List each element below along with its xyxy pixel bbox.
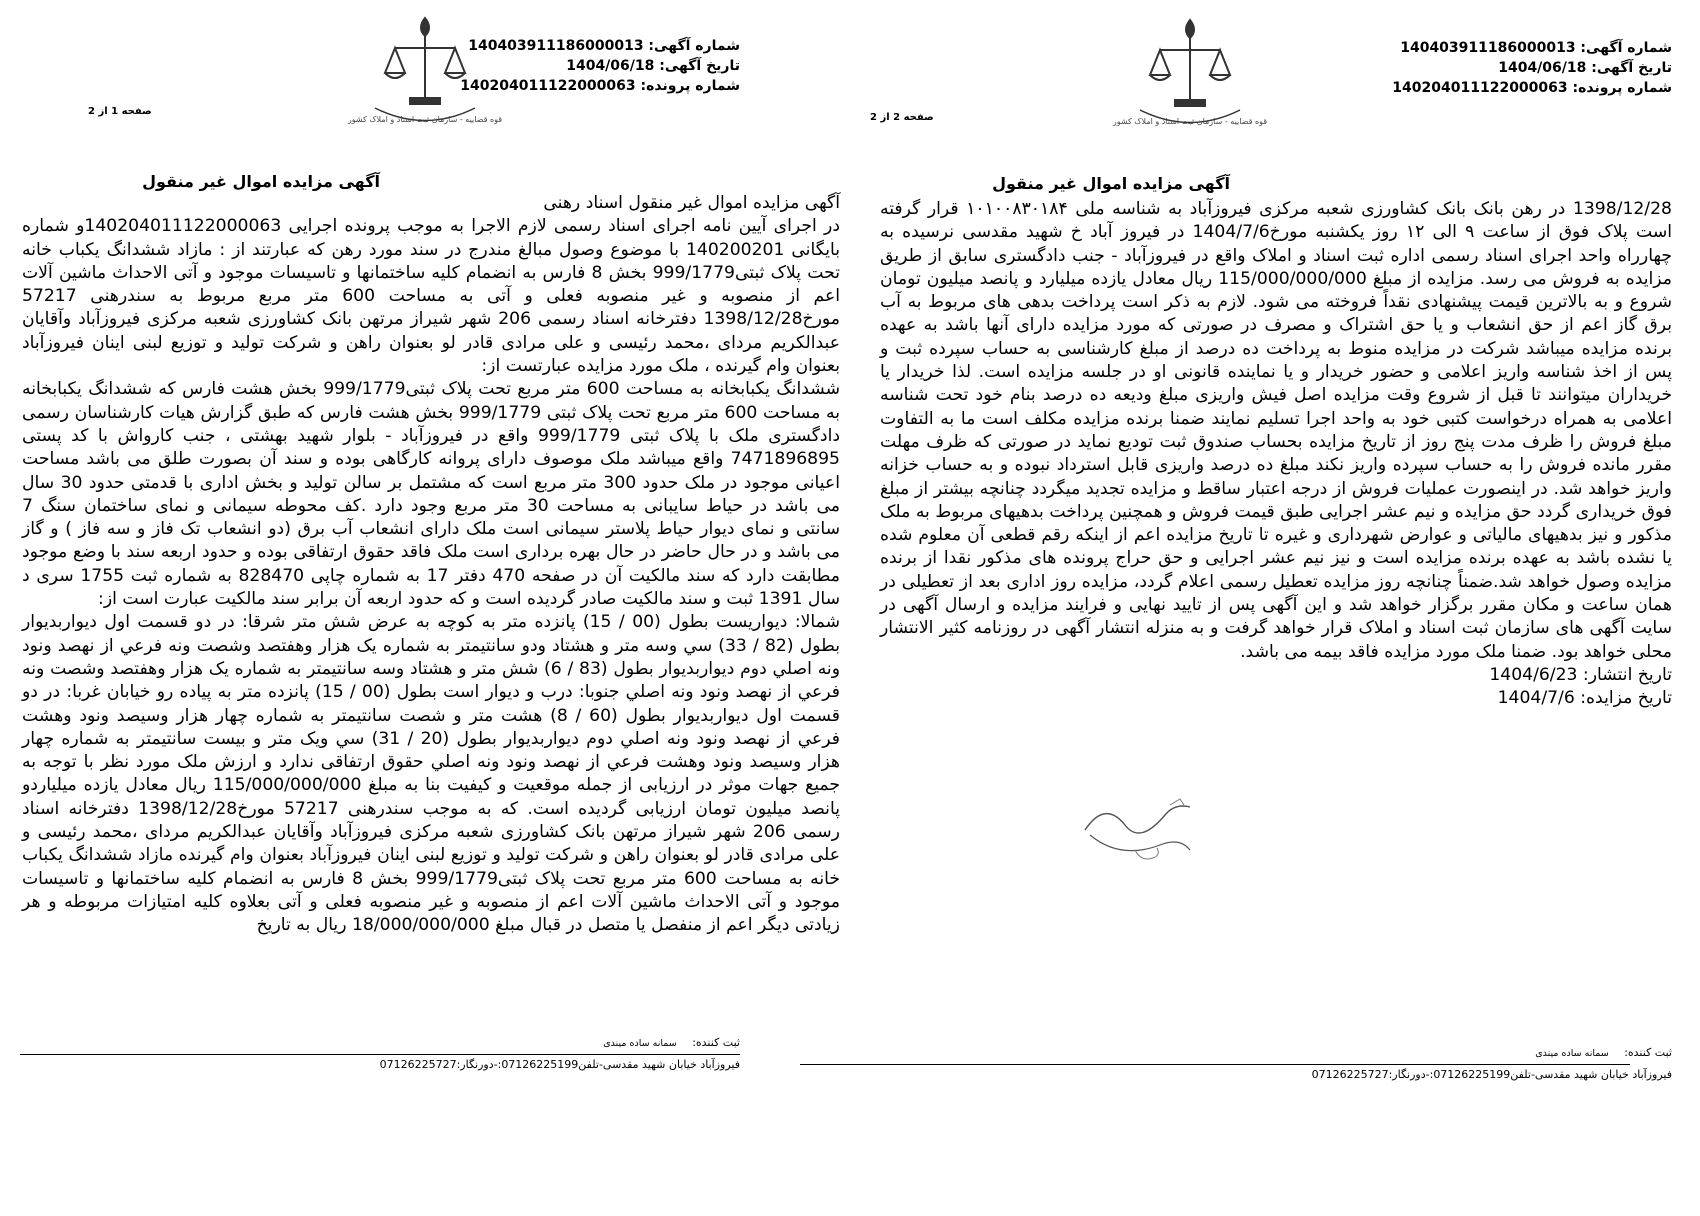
footer-divider [20, 1054, 740, 1055]
registrar-label: ثبت کننده: [692, 1036, 740, 1049]
publish-date: تاریخ انتشار: 1404/6/23 [1489, 664, 1672, 685]
ad-body [880, 198, 1672, 711]
ad-paragraph: شمالا: دیواریست بطول (00 / 15) پانزده متر به کوچه به عرض شش متر شرقا: در دو قسمت اول دیواربدیوار بطول (82 / 33) سي وسه متر و هشتاد ودو سانتيمتر به شماره يک هزار وهفتصد وشصت ونه فرعي از نهصد ونود ونه اصلي دوم دیواربدیوار بطول (83 / 6) شش متر و هشتاد وسه سانتيمتر به شماره يک هزار وهفتصد وشصت ونه فرعي از نهصد ونود ونه اصلي جنوبا: درب و دیوار است بطول (00 / 15) پانزده متر به پیاده رو خیابان غربا: در دو قسمت اول دیواربدیوار بطول (60 / 8) هشت متر و شصت سانتيمتر به شماره چهار هزار وسیصد ونود وهشت فرعي از نهصد ونود ونه اصلي دوم دیواربدیوار بطول (20 / 31) سي ويک متر و بيست سانتيمتر به شماره چهار هزار وسیصد ونود وهشت فرعي از نهصد ونود ونه اصلي حقوق ارتفاقی ندارد و ارزش ملک مورد نظر با توجه به جمیع جهات موثر در ارزیابی از جمله موقعیت و کیفیت بنا به مبلغ 115/000/000/000 ریال معادل یازده میلیاردو پانصد میلیون تومان ارزیابی گردیده است. که به موجب سندرهنی 57217 مورخ1398/12/28 دفترخانه اسناد رسمی 206 شهر شیراز مرتهن بانک کشاورزی شعبه مرکزی فیروزآباد وآقایان عبدالکریم مردای ،محمد رئیسی و علی مرادی قادر لو بعنوان راهن و شرکت تولید و توزیع لبنی اینان فیروزآباد بعنوان وام گیرنده مازاد ششدانگ یکباب خانه به مساحت 600 متر مربع تحت پلاک ثبتی999/1779 بخش 8 فارس به انضمام کلیه ساختمانها و تاسیسات موجود و آتی الاحداث ماشین آلات اعم از منصوبه و غیر منصوبه فعلی و آتی بعلاوه کلیه امتیازات مربوطه و هر زیادتی دیگر اعم از منفصل یا متصل در قبال مبلغ 18/000/000/000 ریال به تاریخ [22, 612, 841, 936]
ad-meta-block [460, 36, 740, 96]
page-number: صفحه 1 از 2 [88, 106, 152, 117]
ad-date: تاریخ آگهی: 1404/06/18 [1498, 60, 1672, 76]
page-number: صفحه 2 از 2 [870, 112, 934, 123]
footer-address: فیروزآباد خیابان شهید مقدسی-تلفن07126225199:-دورنگار:07126225727 [1311, 1068, 1672, 1081]
judiciary-emblem-icon [1112, 10, 1268, 130]
page-title: آگهی مزایده اموال غیر منقول [992, 174, 1230, 193]
case-number: شماره پرونده: 140204011122000063 [1392, 80, 1672, 96]
ad-paragraph: در اجرای آیین نامه اجرای اسناد رسمی لازم الاجرا به موجب پرونده اجرایی 140204011122000063و شماره بایگانی 140200201 با موضوع وصول مبالغ مندرج در سند مورد رهن که عبارتند از : مازاد ششدانگ یکباب خانه تحت پلاک ثبتی999/1779 بخش 8 فارس به انضمام کلیه ساختمانها و تاسیسات موجود و آتی الاحداث ماشین آلات اعم از منصوبه و غیر منصوبه فعلی و آتی به مساحت 600 متر مربع مربوط به سندرهنی 57217 مورخ1398/12/28 دفترخانه اسناد رسمی 206 شهر شیراز مرتهن بانک کشاورزی شعبه مرکزی فیروزآباد وآقایان عبدالکریم مردای ،محمد رئیسی و علی مرادی قادر لو بعنوان راهن و شرکت تولید و توزیع لبنی اینان فیروزآباد بعنوان وام گیرنده ، ملک مورد مزایده عبارتست از: [22, 216, 841, 377]
ad-paragraph: 1398/12/28 در رهن بانک بانک کشاورزی شعبه مرکزی فیروزآباد به شناسه ملی ۱۰۱۰۰۸۳۰۱۸۴ قرار گرفته است پلاک فوق از ساعت ۹ الی ۱۲ روز یکشنبه مورخ1404/7/6 در فیروز آباد خ شهید مقدسی نرسیده به چهارراه واحد اجرای اسناد رسمی اداره ثبت اسناد و املاک واقع در فیروزآباد - جنب دادگستری سابق از طریق مزایده به فروش می رسد. مزایده از مبلغ 115/000/000/000 ریال معادل یازده میلیارد و پانصد میلیون تومان شروع و به بالاترین قیمت پیشنهادی نقداً فروخته می شود. لازم به ذکر است پرداخت بدهی های مربوط به آب برق گاز اعم از حق انشعاب و یا حق اشتراک و مصرف در صورتی که مورد مزایده دارای آنها باشد به عهده برنده مزایده میباشد شرکت در مزایده منوط به پرداخت ده درصد از مبلغ کارشناسی به حساب سپرده ثبت و پس از اخذ شناسه واریز اعلامی و حضور خریدار و یا نماینده قانونی او در جلسه مزایده است. لذا خریدار یا خریداران میتوانند تا قبل از شروع وقت مزایده اصل فیش واریزی مبلغ ودیعه ده درصد بنام خود تحت شناسه اعلامی به همراه درخواست کتبی خود به واحد اجرا تسلیم نمایند ضمنا برنده مزایده مکلف است ما به التفاوت مبلغ فروش را ظرف مدت پنج روز از تاریخ مزایده بحساب صندوق ثبت توديع نماید در صورتی که ظرف مهلت مقرر مانده فروش را به حساب سپرده واریز نکند مبلغ ده درصد واریزی قابل استرداد نبوده و به حساب خزانه واریز خواهد شد. در اینصورت عملیات فروش از درجه اعتبار ساقط و مزایده تجدید میگردد چنانچه بیشتر از مبلغ فوق خریداری گردد حق مزایده و نیم عشر اجرایی طبق قیمت فروش و همچنین پرداخت بدهیهای مربوط به ملک مذکور و نیز بدهیهای مالیاتی و عوارض شهرداری و غیره تا تاریخ مزایده اعم از اینکه رقم قطعی آن معلوم شده یا نشده باشد به عهده برنده مزایده است و نیز نیم عشر اجرایی و حق حراج پرونده های مذکور نقدا از برنده مزایده وصول خواهد شد.ضمناً چنانچه روز مزایده تعطیل رسمی اعلام گردد، مزایده روز اداری بعد از تعطیلی در همان ساعت و مکان مقرر برگزار خواهد شد و این آگهی پس از تایید نهایی و فرایند مزایده و ارسال آگهی در سایت آگهی های سازمان ثبت اسناد و املاک قرار خواهد گرفت و به منزله انتشار آگهی در روزنامه کثیر الانتشار محلی خواهد بود. ضمنا ملک مورد مزایده فاقد بیمه می باشد. [880, 199, 1672, 662]
footer-divider [800, 1064, 1630, 1065]
registrar-name: سمانه ساده میندی [603, 1038, 677, 1049]
signature-icon [1075, 790, 1205, 880]
page-title: آگهی مزایده اموال غیر منقول [142, 172, 380, 191]
registrar-label: ثبت کننده: [1624, 1046, 1672, 1059]
ad-date: تاریخ آگهی: 1404/06/18 [566, 58, 740, 74]
registrar-block [603, 1036, 740, 1049]
ad-meta-block [1392, 38, 1672, 98]
footer-address: فیروزآباد خیابان شهید مقدسی-تلفن07126225199:-دورنگار:07126225727 [379, 1058, 740, 1071]
emblem-caption: قوه قضاییه - سازمان ثبت اسناد و املاک کشور [347, 115, 503, 124]
ad-number: شماره آگهی: 14040391118600001​3 [1400, 40, 1672, 56]
auction-date: تاریخ مزایده: 1404/7/6 [1497, 688, 1672, 709]
ad-number: شماره آگهی: 140403911186000013 [468, 38, 740, 54]
ad-subtitle: آگهی مزایده اموال غیر منقول اسناد رهنی [543, 193, 840, 213]
registrar-block [1535, 1046, 1672, 1059]
ad-body [22, 192, 840, 938]
case-number: شماره پرونده: 140204011122000063 [460, 78, 740, 94]
registrar-name: سمانه ساده میندی [1535, 1048, 1609, 1059]
ad-paragraph: ششدانگ یکبابخانه به مساحت 600 متر مربع تحت پلاک ثبتی999/1779 بخش هشت فارس که ششدانگ یکبابخانه به مساحت 600 متر مربع تحت پلاک ثبتی 999/1779 بخش هشت فارس که طبق گزارش هیات کارشناسان رسمی دادگستری ملک با پلاک ثبتی 999/1779 واقع در فیروزآباد - بلوار شهید بهشتی ، جنب کارواش با کد پستی 7471896895 واقع میباشد ملک موصوف دارای پروانه کارگاهی بوده و سند آن بصورت طلق می باشد مساحت اعیانی موجود در ملک حدود 300 متر مربع است که مشتمل بر سالن تولید و بخش اداری با قدمتی حدود 30 سال می باشد در حیاط سایبانی به مساحت 30 متر مربع وجود دارد .کف محوطه سیمانی و نمای ساختمان سنگ 7 سانتی و نمای دیوار حیاط پلاستر سیمانی است ملک دارای انشعاب آب برق (دو انشعاب تک فاز و سه فاز ) و گاز می باشد و در حال حاضر در حال بهره برداری است ملک فاقد حقوق ارتفاقی بوده و حدود اربعه سند با وضع موجود مطابقت دارد که سند مالکیت آن در صفحه 470 دفتر 17 به شماره چاپی 828470 به شماره ثبت 1755 سری د سال 1391 ثبت و سند مالکیت صادر گردیده است و که حدود اربعه آن برابر سند مالکیت عبارت است از: [22, 379, 840, 610]
document-page-2 [850, 0, 1700, 1216]
emblem-caption: قوه قضاییه - سازمان ثبت اسناد و املاک کشور [1112, 117, 1268, 126]
